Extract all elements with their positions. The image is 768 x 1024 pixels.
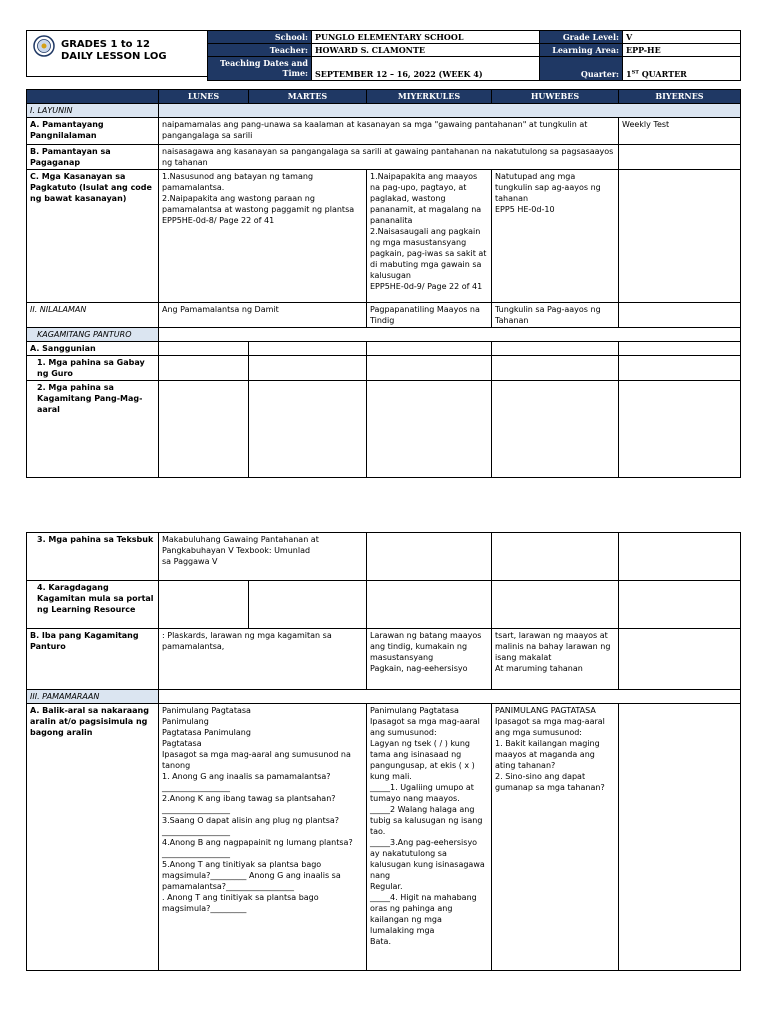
pamantayan-pagaganap-fri bbox=[619, 145, 741, 170]
pamantayang-pangnilalaman-label: A. Pamantayang Pangnilalaman bbox=[27, 118, 159, 145]
deped-seal-icon bbox=[33, 35, 55, 57]
kasanayan-label: C. Mga Kasanayan sa Pagkatuto (Isulat ang code ng bawat kasanayan) bbox=[27, 170, 159, 303]
kasanayan-biyernes bbox=[619, 170, 741, 303]
day-header-miyerkules: MIYERKULES bbox=[367, 90, 492, 104]
nilalaman-biyernes bbox=[619, 303, 741, 328]
kasanayan-lunes: 1.Nasusunod ang batayan ng tamang pamamalantsa. 2.Naipapakita ang wastong paraan ng pamamalantsa at wastong paggamit ng plantsa EPP5HE-0d-8/ Page 22 of 41 bbox=[159, 170, 367, 303]
teksbuk-label: 3. Mga pahina sa Teksbuk bbox=[27, 533, 159, 581]
school-label: School: bbox=[208, 31, 312, 44]
weekly-test-cell: Weekly Test bbox=[619, 118, 741, 145]
balik-aral-label: A. Balik-aral sa nakaraang aralin at/o pagsisimula ng bagong aralin bbox=[27, 704, 159, 971]
teaching-dates-label: Teaching Dates and Time: bbox=[208, 57, 312, 81]
karagdagang-kagamitan-label: 4. Karagdagang Kagamitan mula sa portal ng Learning Resource bbox=[27, 581, 159, 629]
section-pamamaraan: III. PAMAMARAAN bbox=[27, 690, 159, 704]
day-header-huwebes: HUWEBES bbox=[492, 90, 619, 104]
iba-pang-kagamitan-label: B. Iba pang Kagamitang Panturo bbox=[27, 629, 159, 690]
learning-area-value: EPP-HE bbox=[623, 44, 741, 57]
log-title: GRADES 1 to 12 DAILY LESSON LOG bbox=[61, 39, 167, 62]
grade-level-label: Grade Level: bbox=[540, 31, 623, 44]
pamamaraan-fill bbox=[159, 690, 741, 704]
header-info-table bbox=[207, 30, 741, 81]
balik-aral-miyerkules: Panimulang Pagtatasa Ipasagot sa mga mag-aaral ang sumusunod: Lagyan ng tsek ( / ) kung tama ang isinasaad ng pangungusap, at ekis ( x ) kung mali. _____1. Ugaliing umupo at tumayo nang maayos. _____2 Walang halaga ang tubig sa kalusugan ng isang tao. _____3.Ang pag-eehersisyo ay nakatutulong sa kalusugan kung isinasagawa nang Regular. _____4. Higit na mahabang oras ng pahinga ang kailangan ng mga lumalaking mga Bata. bbox=[367, 704, 492, 971]
corner-cell bbox=[27, 90, 159, 104]
nilalaman-miyerkules: Pagpapanatiling Maayos na Tindig bbox=[367, 303, 492, 328]
teksbuk-lunes: Makabuluhang Gawaing Pantahanan at Pangkabuhayan V Texbook: Umunlad sa Paggawa V bbox=[159, 533, 367, 581]
learning-area-label: Learning Area: bbox=[540, 44, 623, 57]
section-kagamitang-panturo: KAGAMITANG PANTURO bbox=[27, 328, 159, 342]
section-nilalaman: II. NILALAMAN bbox=[27, 303, 159, 328]
balik-aral-lunes: Panimulang Pagtatasa Panimulang Pagtatasa Panimulang Pagtatasa Ipasagot sa mga mag-aaral ang sumusunod na tanong 1. Anong G ang inaalis sa pamamalantsa? _________________ 2.Anong K ang ibang tawag sa plantsahan? _________________ 3.Saang O dapat alisin ang plug ng plantsa? _________________ 4.Anong B ang nagpapainit ng lumang plantsa? _________________ 5.Anong T ang tinitiyak sa plantsa bago magsimula?_________ Anong G ang inaalis sa pamamalantsa?_________________ . Anong T ang tinitiyak sa plantsa bago magsimula?_________ bbox=[159, 704, 367, 971]
day-header-biyernes: BIYERNES bbox=[619, 90, 741, 104]
pamantayan-pagaganap-label: B. Pamantayan sa Pagaganap bbox=[27, 145, 159, 170]
section-layunin: I. LAYUNIN bbox=[27, 104, 159, 118]
iba-pang-kagamitan-huwebes: tsart, larawan ng maayos at malinis na bahay larawan ng isang makalat At maruming tahanan bbox=[492, 629, 619, 690]
quarter-value: 1ST QUARTER bbox=[623, 57, 741, 81]
kasanayan-huwebes: Natutupad ang mga tungkulin sap ag-aayos ng tahanan EPP5 HE-0d-10 bbox=[492, 170, 619, 303]
balik-aral-huwebes: PANIMULANG PAGTATASA Ipasagot sa mga mag-aaral ang mga sumusunod: 1. Bakit kailangan maging maayos at maganda ang ating tahanan? 2. Sino-sino ang dapat gumanap sa mga tahanan? bbox=[492, 704, 619, 971]
pamantayang-pangnilalaman-text: naipamamalas ang pang-unawa sa kaalaman at kasanayan sa mga "gawaing pantahanan" at tungkulin at pangangalaga sa sarili bbox=[159, 118, 619, 145]
teacher-value: HOWARD S. CLAMONTE bbox=[312, 44, 540, 57]
teacher-label: Teacher: bbox=[208, 44, 312, 57]
sanggunian-label: A. Sanggunian bbox=[27, 342, 159, 356]
pamantayan-pagaganap-text: naisasagawa ang kasanayan sa pangangalaga sa sarili at gawaing pantahanan na nakatutulong sa pagsasaayos ng tahanan bbox=[159, 145, 619, 170]
school-value: PUNGLO ELEMENTARY SCHOOL bbox=[312, 31, 540, 44]
nilalaman-lunes: Ang Pamamalantsa ng Damit bbox=[159, 303, 367, 328]
kagamitang-mag-aaral-label: 2. Mga pahina sa Kagamitang Pang-Mag-aaral bbox=[27, 381, 159, 478]
teaching-dates-value: SEPTEMBER 12 – 16, 2022 (WEEK 4) bbox=[312, 57, 540, 81]
section-layunin-fill bbox=[159, 104, 741, 118]
lesson-log-table-1 bbox=[26, 89, 741, 478]
lesson-log-table-2 bbox=[26, 532, 741, 971]
day-header-martes: MARTES bbox=[249, 90, 367, 104]
iba-pang-kagamitan-lunes: : Plaskards, larawan ng mga kagamitan sa pamamalantsa, bbox=[159, 629, 367, 690]
quarter-label: Quarter: bbox=[540, 57, 623, 81]
kagamitang-panturo-fill bbox=[159, 328, 741, 342]
iba-pang-kagamitan-miyerkules: Larawan ng batang maayos ang tindig, kumakain ng masustansyang Pagkain, nag-eehersisyo bbox=[367, 629, 492, 690]
header-logo-box bbox=[26, 30, 208, 77]
nilalaman-huwebes: Tungkulin sa Pag-aayos ng Tahanan bbox=[492, 303, 619, 328]
grade-level-value: V bbox=[623, 31, 741, 44]
gabay-guro-label: 1. Mga pahina sa Gabay ng Guro bbox=[27, 356, 159, 381]
kasanayan-miyerkules: 1.Naipapakita ang maayos na pag-upo, pagtayo, at paglakad, wastong pananamit, at magalang na pananalita 2.Naisasaugali ang pagkain ng mga masustansyang pagkain, pag-iwas sa sakit at di mabuting mga gawain sa kalusugan EPP5HE-0d-9/ Page 22 of 41 bbox=[367, 170, 492, 303]
day-header-lunes: LUNES bbox=[159, 90, 249, 104]
